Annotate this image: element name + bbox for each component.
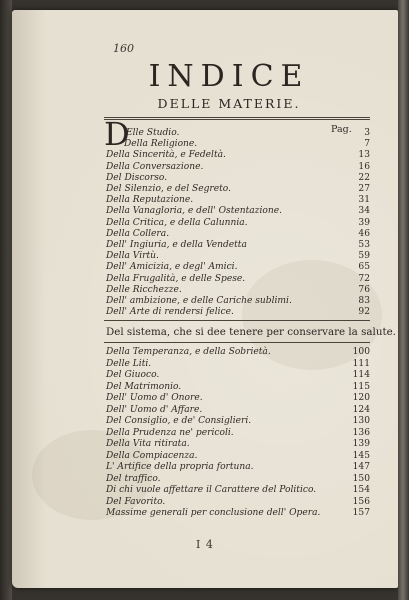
entry-title: Dell' Ingiuria, e della Vendetta xyxy=(106,240,247,250)
entry-title: Del Consiglio, e de' Consiglieri. xyxy=(106,416,252,426)
entry-page-number: 124 xyxy=(352,404,370,415)
index-entry xyxy=(106,128,370,139)
entry-title: Della Virtù. xyxy=(106,251,159,262)
entry-title: Delle Liti. xyxy=(106,358,152,369)
entry-page-number: 130 xyxy=(352,416,370,426)
entry-page-number: 59 xyxy=(358,251,370,262)
entry-page-number: 111 xyxy=(352,358,370,369)
entry-title: Elle Studio. xyxy=(126,128,180,138)
entry-page-number: 150 xyxy=(352,473,370,484)
index-entry xyxy=(106,462,370,473)
top-rule xyxy=(104,117,370,118)
entry-title: Della Temperanza, e della Sobrietà. xyxy=(106,347,271,357)
entry-title: Della Religione. xyxy=(124,139,198,150)
index-entry xyxy=(106,451,370,462)
entry-page-number: 136 xyxy=(352,427,370,438)
index-entry xyxy=(106,285,370,296)
section-heading: Del sistema, che si dee tenere per conservare la salute. xyxy=(106,326,396,338)
page-subtitle: DELLE MATERIE. xyxy=(157,96,301,111)
signature-mark: I 4 xyxy=(196,538,214,551)
entry-title: Della Vanagloria, e dell' Ostentazione. xyxy=(106,206,282,217)
entry-title: Della Sincerità, e Fedeltà. xyxy=(106,150,226,161)
entry-page-number: 92 xyxy=(358,307,370,318)
pag-heading: Pag. xyxy=(331,124,352,135)
entry-page-number: 145 xyxy=(352,450,370,461)
index-entry xyxy=(106,195,370,206)
index-entry xyxy=(106,508,370,519)
entry-title: Della Compiacenza. xyxy=(106,450,198,461)
page-number: 160 xyxy=(113,42,134,55)
entry-title: Del Discorso. xyxy=(106,172,168,183)
index-entry xyxy=(106,251,370,262)
book-spine-edge xyxy=(0,0,12,600)
index-entry xyxy=(106,262,370,273)
entry-title: Delle Ricchezze. xyxy=(106,284,182,295)
entry-title: Del Giuoco. xyxy=(106,370,160,380)
entry-page-number: 46 xyxy=(358,228,370,239)
entry-page-number: 22 xyxy=(358,172,370,183)
index-entry xyxy=(106,240,370,251)
index-entry xyxy=(106,274,370,285)
index-entry xyxy=(106,307,370,318)
index-entry xyxy=(106,139,370,150)
entry-title: Del Favorito. xyxy=(106,496,166,507)
entry-title: Del Matrimonio. xyxy=(106,381,182,392)
entry-page-number: 65 xyxy=(358,262,370,273)
index-entry xyxy=(106,206,370,217)
entry-page-number: 39 xyxy=(358,217,370,228)
section-rule xyxy=(104,320,370,321)
entry-page-number: 27 xyxy=(358,184,370,194)
entry-page-number: 76 xyxy=(358,284,370,295)
entry-page-number: 115 xyxy=(352,381,370,392)
entry-title: Dell' Uomo d' Onore. xyxy=(106,393,203,403)
entry-page-number: 34 xyxy=(358,206,370,217)
entry-page-number: 114 xyxy=(352,370,370,380)
entry-page-number: 31 xyxy=(358,195,370,206)
entry-page-number: 139 xyxy=(352,439,370,449)
entry-title: Dell' Uomo d' Affare. xyxy=(106,404,203,415)
index-entry xyxy=(106,359,370,370)
index-entry xyxy=(106,416,370,427)
entry-title: Della Collera. xyxy=(106,228,170,239)
index-entry xyxy=(106,497,370,508)
index-entry xyxy=(106,229,370,240)
entry-page-number: 13 xyxy=(358,150,370,161)
entry-title: Di chi vuole affettare il Carattere del Politico. xyxy=(106,485,317,495)
index-entry xyxy=(106,296,370,307)
index-entry xyxy=(106,347,370,358)
entry-page-number: 147 xyxy=(352,462,370,472)
index-entry xyxy=(106,393,370,404)
index-entry xyxy=(106,405,370,416)
drop-cap: D xyxy=(104,115,130,153)
entry-title: Della Reputazione. xyxy=(106,195,194,206)
entry-title: Della Vita ritirata. xyxy=(106,439,190,449)
entry-title: Dell' Arte di rendersi felice. xyxy=(106,307,234,318)
entry-page-number: 157 xyxy=(352,508,370,518)
entry-title: Massime generali per conclusione dell' Opera. xyxy=(106,508,321,518)
index-entry xyxy=(106,382,370,393)
index-entry xyxy=(106,428,370,439)
index-entry xyxy=(106,162,370,173)
entry-page-number: 156 xyxy=(352,496,370,507)
entry-page-number: 83 xyxy=(358,296,370,306)
entry-title: Del Silenzio, e del Segreto. xyxy=(106,184,232,194)
entry-title: Dell' ambizione, e delle Cariche sublimi. xyxy=(106,296,292,306)
top-rule-double xyxy=(104,119,370,120)
entry-page-number: 53 xyxy=(358,240,370,250)
entry-page-number: 100 xyxy=(352,347,370,357)
index-entry xyxy=(106,474,370,485)
entry-title: L' Artifice della propria fortuna. xyxy=(106,462,254,472)
page-title: INDICE xyxy=(148,59,310,94)
index-entry xyxy=(106,439,370,450)
entry-title: Della Conversazione. xyxy=(106,161,204,172)
index-entry xyxy=(106,218,370,229)
entry-title: Della Frugalità, e delle Spese. xyxy=(106,273,246,284)
entry-title: Della Prudenza ne' pericoli. xyxy=(106,427,234,438)
entry-title: Del traffico. xyxy=(106,473,161,484)
entry-page-number: 120 xyxy=(352,393,370,403)
entry-page-number: 7 xyxy=(364,139,370,150)
section-rule xyxy=(104,342,370,343)
entry-page-number: 154 xyxy=(352,485,370,495)
index-entry xyxy=(106,184,370,195)
page-stack-edge xyxy=(398,0,409,600)
entry-page-number: 72 xyxy=(358,273,370,284)
entry-title: Dell' Amicizia, e degl' Amici. xyxy=(106,262,238,273)
index-entry xyxy=(106,150,370,161)
entry-page-number: 3 xyxy=(364,128,370,138)
index-entry xyxy=(106,485,370,496)
entry-title: Della Critica, e della Calunnia. xyxy=(106,217,248,228)
index-entry xyxy=(106,173,370,184)
index-entry xyxy=(106,370,370,381)
entry-page-number: 16 xyxy=(358,161,370,172)
